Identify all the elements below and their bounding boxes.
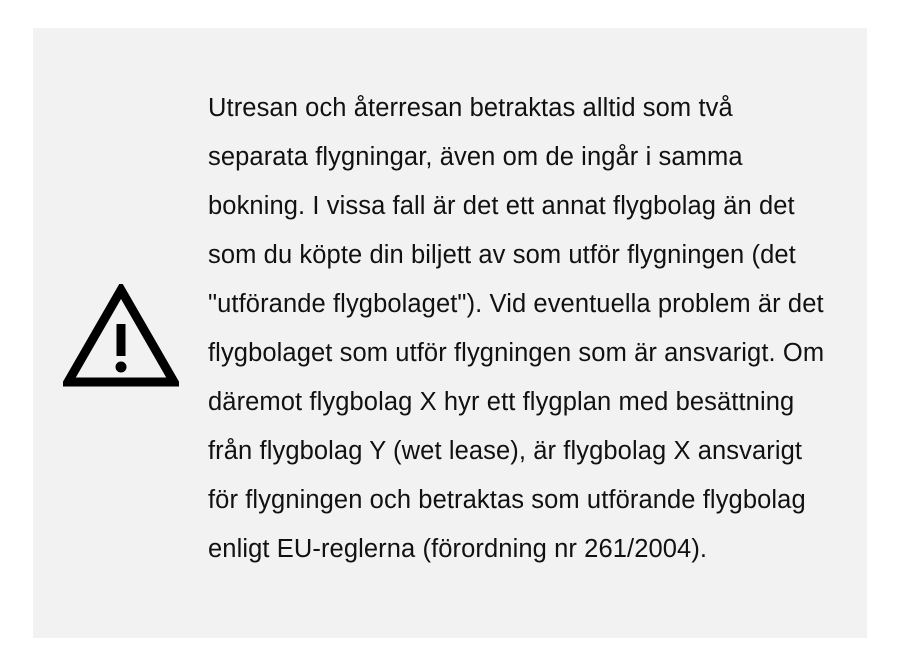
callout-icon-container xyxy=(33,274,208,393)
callout-body-text: Utresan och återresan betraktas alltid som två separata flygningar, även om de ingår i samma bokning. I vissa fall är det ett annat flygbolag än det som du köpte din biljett av som utför flygningen (det "utförande flygbolaget"). Vid eventuella problem är det flygbolaget som utför flygningen som är ansvarigt. Om däremot flygbolag X hyr ett flygplan med besättning från flygbolag Y (wet lease), är flygbolag X ansvarigt för flygningen och betraktas som utförande flygbolag enligt EU-reglerna (förordning nr 261/2004). xyxy=(208,94,825,563)
warning-triangle-exclamation-icon xyxy=(63,284,179,393)
warning-callout xyxy=(33,28,867,638)
callout-text-container xyxy=(208,84,867,582)
